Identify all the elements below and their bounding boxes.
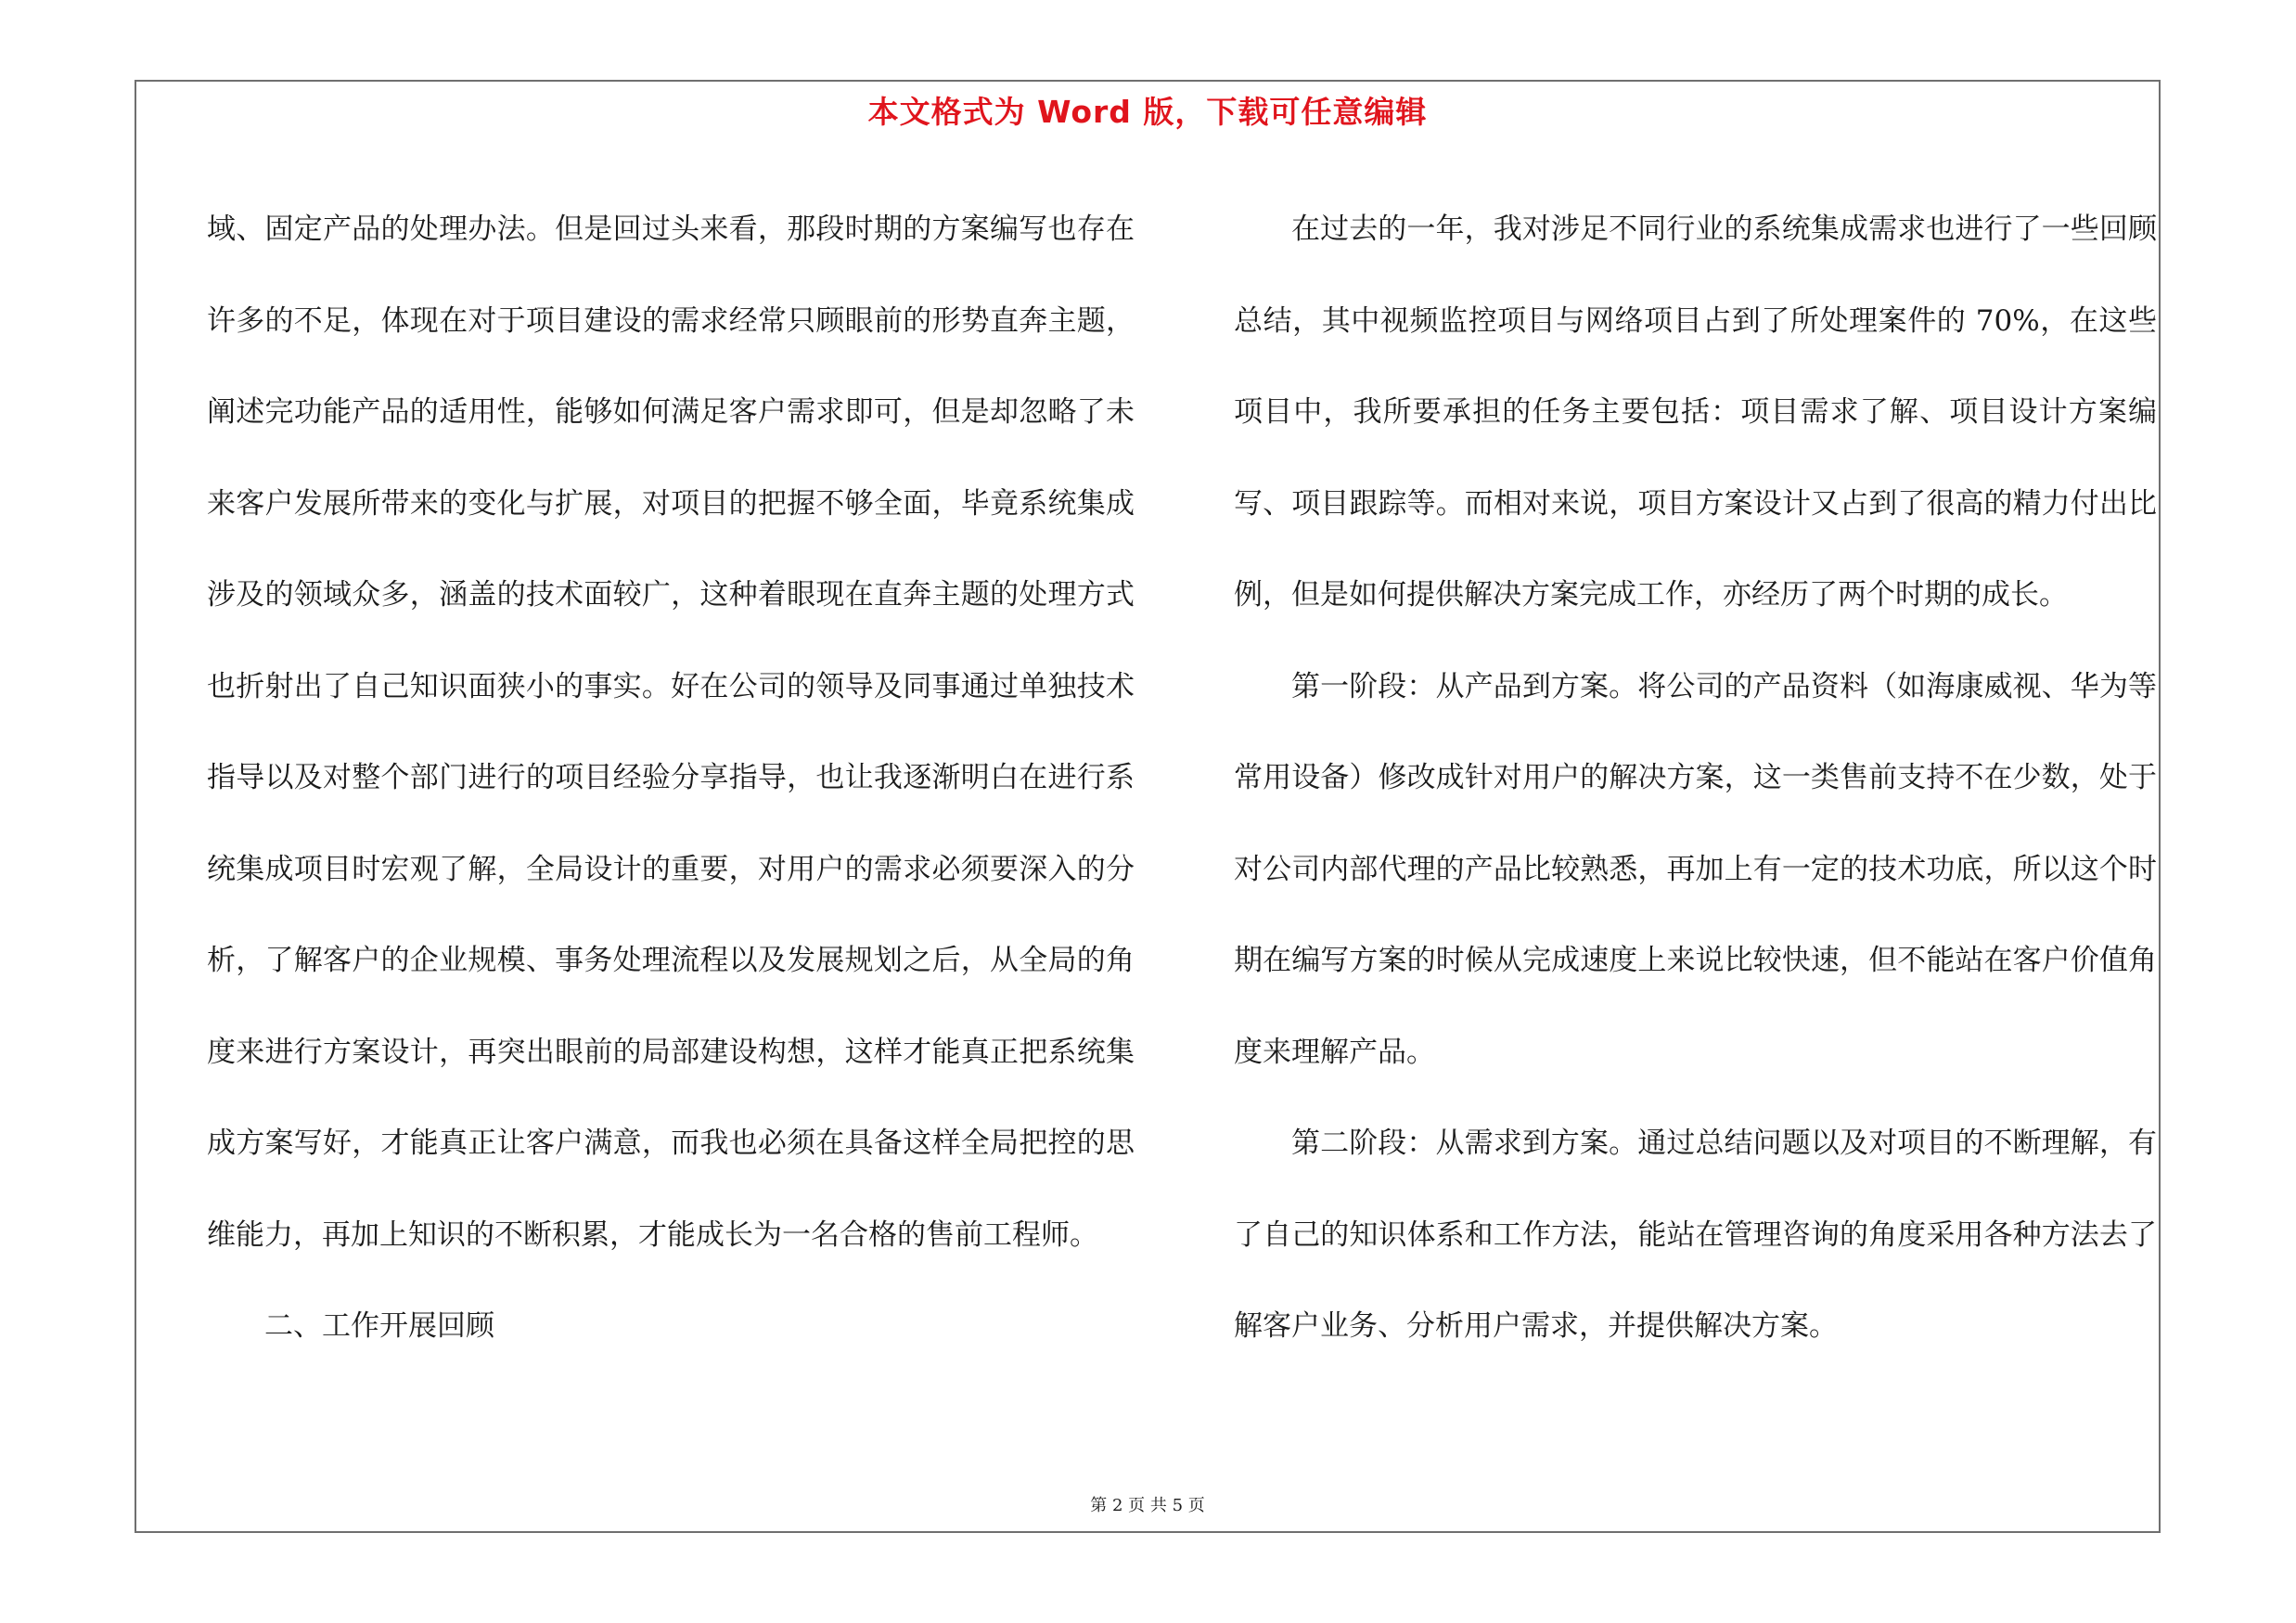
right-paragraph-1: 在过去的一年，我对涉足不同行业的系统集成需求也进行了一些回顾总结，其中视频监控项目与网络项目占到了所处理案件的 70%，在这些项目中，我所要承担的任务主要包括：项目需求了解、项目设计方案编写、项目跟踪等。而相对来说，项目方案设计又占到了很高的精力付出比例，但是如何提供解决方案完成工作，亦经历了两个时期的成长。 [1234,213,2157,612]
right-column [1234,184,2157,1372]
document-banner: 本文格式为 Word 版，下载可任意编辑 [867,94,1428,130]
page-number: 第 2 页 共 5 页 [1090,1496,1205,1515]
left-paragraph-1: 域、固定产品的处理办法。但是回过头来看，那段时期的方案编写也存在许多的不足，体现在对于项目建设的需求经常只顾眼前的形势直奔主题，阐述完功能产品的适用性，能够如何满足客户需求即可，但是却忽略了未来客户发展所带来的变化与扩展，对项目的把握不够全面，毕竟系统集成涉及的领域众多，涵盖的技术面较广，这种着眼现在直奔主题的处理方式也折射出了自己知识面狭小的事实。好在公司的领导及同事通过单独技术指导以及对整个部门进行的项目经验分享指导，也让我逐渐明白在进行系统集成项目时宏观了解，全局设计的重要，对用户的需求必须要深入的分析，了解客户的企业规模、事务处理流程以及发展规划之后，从全局的角度来进行方案设计，再突出眼前的局部建设构想，这样才能真正把系统集成方案写好，才能真正让客户满意，而我也必须在具备这样全局把控的思维能力，再加上知识的不断积累，才能成长为一名合格的售前工程师。 [207,213,1135,1252]
right-paragraph-2: 第一阶段：从产品到方案。将公司的产品资料（如海康威视、华为等常用设备）修改成针对用户的解决方案，这一类售前支持不在少数，处于对公司内部代理的产品比较熟悉，再加上有一定的技术功底，所以这个时期在编写方案的时候从完成速度上来说比较快速，但不能站在客户价值角度来理解产品。 [1234,669,2157,1069]
left-column [207,184,1135,1372]
page-frame [135,80,2161,1533]
section-heading: 二、工作开展回顾 [264,1309,494,1343]
right-paragraph-3: 第二阶段：从需求到方案。通过总结问题以及对项目的不断理解，有了自己的知识体系和工作方法，能站在管理咨询的角度采用各种方法去了解客户业务、分析用户需求，并提供解决方案。 [1234,1127,2157,1343]
